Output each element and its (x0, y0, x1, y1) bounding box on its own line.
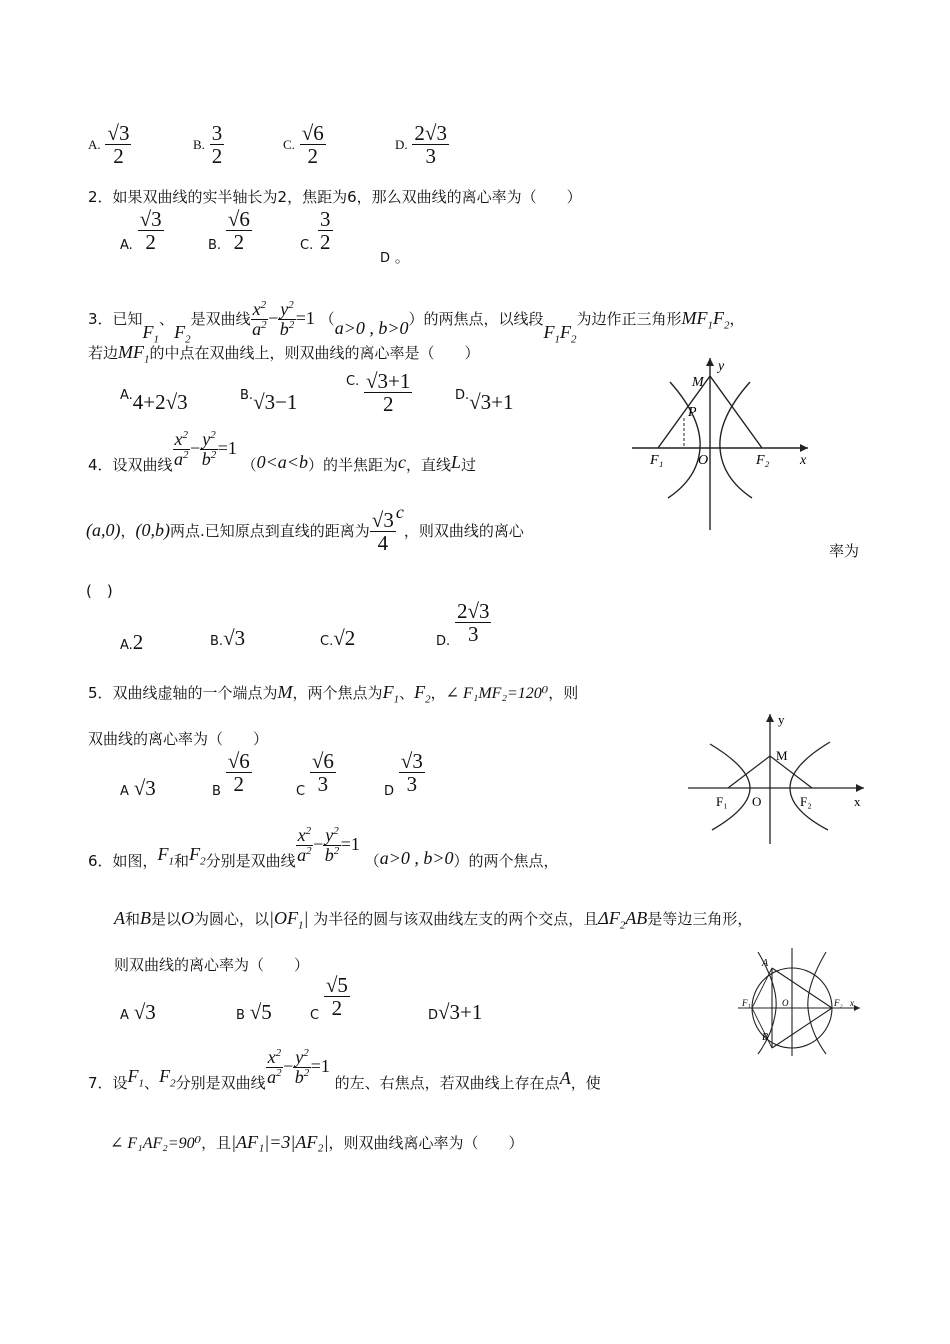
label-x: x (854, 794, 861, 809)
q5-stem-line2: 双曲线的离心率为（ ） (88, 730, 269, 748)
q5-stem-line1: 5．双曲线虚轴的一个端点为M，两个焦点为$F_1$、$F_2$，∠ F₁MF₂=120⁰，则 (88, 682, 579, 706)
label-b: B (762, 1032, 769, 1043)
right-branch (720, 382, 752, 498)
q6-option-a: A √3 (120, 1000, 156, 1024)
q2-option-d: D 。 (380, 248, 410, 266)
q7-stem-line2: ∠ F₁AF₂=90⁰，且|AF₁|=3|AF₂|，则双曲线离心率为（ ） (110, 1132, 524, 1152)
q3-stem-line1: 3．已知$F_1$、$F_2$是双曲线 $\frac{x^2}{a^2}$ − $\frac{y^2}{b^2}$ =1 （a>0 , b>0）的两焦点，以线段$F_1F_2$为边作正三角形$MF_1F_2$， (88, 299, 745, 346)
label-x: x (850, 998, 854, 1008)
label-m: M (692, 375, 704, 390)
label-x: x (800, 453, 807, 468)
y-axis-arrow-icon (766, 714, 774, 722)
q4-option-d: D. $\frac{2√3}{3}$ (436, 599, 490, 650)
label-a: A (762, 958, 769, 969)
segment-f1a (752, 968, 772, 1008)
q1-option-a: A. $\frac{√3}{2}$ (88, 121, 130, 169)
q5-option-c: C $\frac{√6}{3}$ (296, 749, 334, 800)
q3-option-c: C. $\frac{√3+1}{2}$ (346, 369, 411, 417)
q6-option-c: C $\frac{√5}{2}$ (310, 973, 348, 1024)
q5-figure (688, 708, 872, 846)
q4-option-c: C.√2 (320, 626, 356, 650)
segment-bf2 (772, 1008, 832, 1048)
label-f1: F₁ (742, 998, 751, 1008)
q6-option-b: B √5 (236, 1000, 272, 1024)
q6-figure (738, 946, 864, 1058)
q6-stem-line2: A和B是以O为圆心，以$|OF_1|$ 为半径的圆与该双曲线左支的两个交点，且$\Delta F_2AB$是等边三角形， (114, 908, 753, 932)
q4-blank: ( ) (86, 582, 113, 600)
label-m: M (776, 748, 788, 763)
q5-option-b: B $\frac{√6}{2}$ (212, 749, 250, 800)
right-branch (808, 952, 826, 1054)
label-p: P (688, 405, 697, 420)
q1-option-d: D. $\frac{2√3}{3}$ (395, 121, 447, 169)
q5-option-d: D $\frac{√3}{3}$ (384, 749, 423, 800)
q1-option-c: C. $\frac{√6}{2}$ (283, 121, 324, 169)
label-f2: F₂ (834, 998, 843, 1008)
q3-option-d: D.√3+1 (455, 388, 514, 414)
x-axis-arrow-icon (854, 1005, 860, 1011)
side-mf2 (710, 376, 762, 448)
label-o: O (698, 453, 709, 468)
label-f2: F₂ (800, 794, 812, 809)
segment-af2 (772, 968, 832, 1008)
label-o: O (752, 794, 762, 809)
q2-option-c: C. $\frac{3}{2}$ (300, 207, 331, 255)
q6-stem-line1: 6．如图，$F_1$和$F_2$分别是双曲线 $\frac{x^2}{a^2}$ − $\frac{y^2}{b^2}$ =1 （a>0 , b>0）的两个焦点， (88, 825, 559, 870)
q3-figure (632, 352, 812, 534)
q6-option-d: D√3+1 (428, 1000, 483, 1024)
q4-option-a: A.2 (120, 630, 144, 654)
q4-stem-line2-end: 率为 (829, 542, 860, 560)
label-f2: F₂ (756, 453, 770, 468)
q2-option-a: A. $\frac{√3}{2}$ (120, 207, 162, 255)
q6-stem-line3: 则双曲线的离心率为（ ） (114, 956, 310, 974)
q4-option-b: B.√3 (210, 626, 246, 650)
q5-option-a: A √3 (120, 776, 156, 800)
q7-stem-line1: 7．设$F_1$、$F_2$分别是双曲线 $\frac{x^2}{a^2}$ − $\frac{y^2}{b^2}$ =1 的左、右焦点，若双曲线上存在点A，使 (88, 1047, 601, 1092)
q4-stem-line1: 4．设双曲线 $\frac{x^2}{a^2}$ − $\frac{y^2}{b^2}$ =1 （0<a<b）的半焦距为c，直线L过 (88, 429, 477, 474)
x-axis-arrow-icon (800, 444, 808, 452)
q1-option-b: B. $\frac{3}{2}$ (193, 121, 223, 169)
label-o: O (782, 998, 789, 1008)
x-axis-arrow-icon (856, 784, 864, 792)
q4-stem-line2: (a,0)，(0,b)两点.已知原点到直线的距离为 $\frac{√3}{4}$ c，则双曲线的离心 (86, 502, 524, 555)
q3-option-a: A.4+2√3 (120, 388, 188, 414)
y-axis-arrow-icon (706, 358, 714, 366)
q2-stem: 2．如果双曲线的实半轴长为2，焦距为6，那么双曲线的离心率为（ ） (88, 188, 582, 206)
label-y: y (718, 359, 725, 374)
label-f1: F₁ (650, 453, 664, 468)
label-f1: F₁ (716, 794, 728, 809)
q2-option-b: B. $\frac{√6}{2}$ (208, 207, 250, 255)
q3-option-b: B.√3−1 (240, 388, 298, 414)
q3-stem-line2: 若边$MF_1$的中点在双曲线上，则双曲线的离心率是（ ） (88, 342, 480, 366)
label-y: y (778, 712, 785, 727)
